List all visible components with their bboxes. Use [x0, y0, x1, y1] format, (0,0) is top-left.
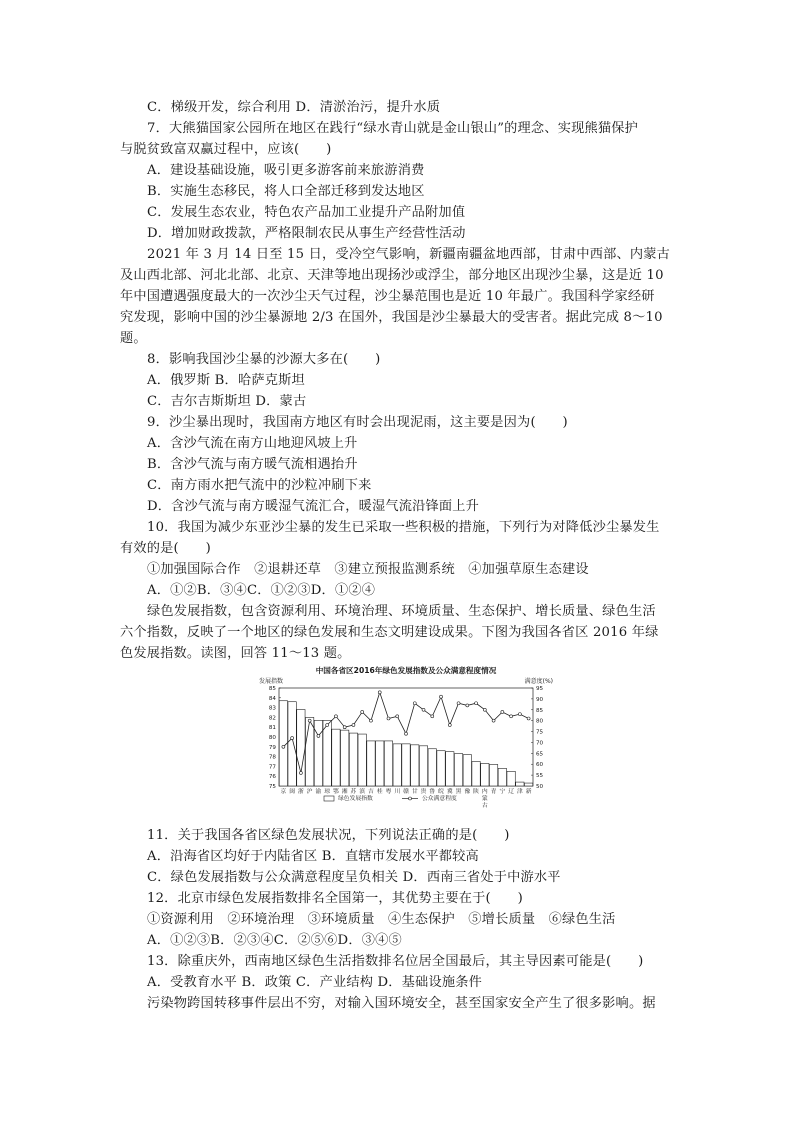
bar-赣 [402, 744, 410, 786]
chart-ylabel-right: 满意度(%) [524, 678, 553, 685]
q9-stem: 9．沙尘暴出现时，我国南方地区有时会出现泥雨，这主要是因为( ) [147, 415, 568, 430]
q9-option-d: D．含沙气流与南方暖湿气流汇合，暖湿气流沿锋面上升 [147, 499, 480, 514]
q7-option-c: C．发展生态农业，特色农产品加工业提升产品附加值 [147, 205, 466, 220]
x-tick-label: 京 [280, 789, 287, 795]
green-index-chart [256, 664, 556, 809]
bar-新 [524, 783, 532, 786]
bar-鄂 [332, 729, 340, 786]
x-tick-label: 滇 [359, 789, 366, 795]
chart-title: 中国各省区2016年绿色发展指数及公众满意程度情况 [315, 666, 497, 675]
satisfaction-point-陕 [475, 702, 478, 705]
satisfaction-point-津 [518, 713, 521, 716]
passage-pollution-line1: 污染物跨国转移事件层出不穷，对输入国环境安全，甚至国家安全产生了很多影响。据 [147, 996, 656, 1011]
y-tick-left: 76 [268, 774, 276, 781]
x-tick-label: 湘 [341, 789, 348, 795]
q12-items: ①资源利用 ②环境治理 ③环境质量 ④生态保护 ⑤增长质量 ⑥绿色生活 [147, 912, 616, 927]
legend-bar-swatch [324, 796, 334, 801]
y-tick-right: 65 [536, 751, 544, 758]
satisfaction-point-新 [527, 717, 530, 720]
y-tick-left: 81 [268, 725, 276, 732]
x-tick-label: 宁 [499, 789, 506, 795]
satisfaction-point-鄂 [334, 715, 337, 718]
x-tick-label: 琼 [324, 789, 331, 795]
x-tick-label: 浙 [297, 789, 304, 795]
legend-line-label: 公众满意程度 [422, 796, 457, 802]
satisfaction-point-吉 [369, 719, 372, 722]
bar-青 [489, 764, 497, 786]
q12-stem: 12．北京市绿色发展指数排名全国第一，其优势主要在于( ) [147, 891, 523, 906]
satisfaction-point-宁 [501, 710, 504, 713]
y-tick-left: 83 [268, 705, 276, 712]
q11-options-ab: A．沿海省区均好于内陆省区 B．直辖市发展水平都较高 [147, 849, 479, 864]
q11-options-cd: C．绿色发展指数与公众满意程度呈负相关 D．西南三省处于中游水平 [147, 870, 561, 885]
satisfaction-point-桂 [378, 691, 381, 694]
bar-鲁 [428, 749, 436, 786]
x-tick-label: 鲁 [429, 789, 436, 795]
q12-options: A．①②③B．②③④C．②⑤⑥D．③④⑤ [147, 933, 402, 948]
bar-豫 [463, 755, 471, 786]
bar-陕 [472, 762, 480, 787]
bar-皖 [437, 751, 445, 786]
y-tick-right: 90 [536, 696, 544, 703]
legend-line-marker [409, 797, 412, 800]
passage-dust-line1: 2021 年 3 月 14 日至 15 日，受冷空气影响，新疆南疆盆地西部，甘肃中西部、内蒙古 [147, 247, 671, 262]
satisfaction-point-渝 [317, 734, 320, 737]
bar-桂 [376, 741, 384, 786]
bar-甘 [411, 745, 419, 786]
bar-沪 [305, 717, 313, 786]
x-tick-label: 桂 [376, 789, 383, 795]
q7-option-b: B．实施生态移民，将人口全部迁移到发达地区 [147, 184, 425, 199]
passage-green-line2: 六个指数，反映了一个地区的绿色发展和生态文明建设成果。下图为我国各省区 2016 年绿 [120, 625, 659, 640]
x-tick-label: 青 [490, 789, 497, 795]
x-tick-label: 辽 [508, 789, 515, 795]
satisfaction-point-湘 [343, 726, 346, 729]
satisfaction-point-鲁 [431, 715, 434, 718]
y-tick-right: 50 [536, 784, 544, 790]
q7-option-d: D．增加财政拨款，严格限制农民从事生产经营性活动 [147, 226, 466, 241]
bar-湘 [341, 730, 349, 786]
q7-option-a: A．建设基础设施，吸引更多游客前来旅游消费 [147, 163, 425, 178]
x-tick-label: 新 [525, 789, 532, 795]
y-tick-right: 75 [536, 729, 544, 736]
satisfaction-point-赣 [405, 732, 408, 735]
bar-滇 [358, 734, 366, 786]
q9-option-b: B．含沙气流与南方暖气流相遇抬升 [147, 457, 358, 472]
satisfaction-point-黑 [457, 702, 460, 705]
bar-琼 [323, 720, 331, 786]
x-tick-label-tail: 蒙 [481, 796, 488, 802]
y-tick-right: 80 [536, 718, 544, 725]
y-tick-right: 70 [536, 740, 544, 747]
bar-津 [516, 782, 524, 786]
bar-内蒙古 [481, 763, 489, 786]
x-tick-label: 赣 [403, 789, 409, 795]
satisfaction-point-冀 [448, 724, 451, 727]
satisfaction-point-闽 [291, 737, 294, 740]
passage-green-line1: 绿色发展指数，包含资源利用、环境治理、环境质量、生态保护、增长质量、绿色生活 [147, 604, 656, 619]
bar-贵 [419, 746, 427, 786]
x-tick-label: 苏 [350, 789, 357, 795]
satisfaction-point-川 [396, 715, 399, 718]
bar-黑 [454, 754, 462, 786]
chart-ylabel-left: 发展指数 [259, 678, 284, 685]
x-tick-label: 粤 [385, 789, 392, 795]
q10-stem-line2: 有效的是( ) [120, 541, 212, 556]
y-tick-left: 82 [268, 715, 276, 722]
y-tick-left: 78 [268, 754, 276, 761]
q9-option-c: C．南方雨水把气流中的沙粒冲刷下来 [147, 478, 372, 493]
y-tick-right: 55 [536, 773, 544, 780]
y-tick-left: 80 [268, 735, 276, 741]
passage-dust-line2: 及山西北部、河北北部、北京、天津等地出现扬沙或浮尘，部分地区出现沙尘暴，这是近 10 [120, 268, 664, 283]
satisfaction-point-辽 [510, 715, 513, 718]
satisfaction-point-青 [492, 719, 495, 722]
bar-川 [393, 744, 401, 786]
y-tick-right: 60 [536, 762, 544, 769]
x-tick-label: 豫 [464, 789, 471, 795]
satisfaction-point-滇 [361, 710, 364, 713]
bar-吉 [367, 741, 375, 786]
q7-stem-line2: 与脱贫致富双赢过程中，应该( ) [120, 142, 332, 157]
y-tick-left: 77 [268, 764, 276, 771]
q10-items: ①加强国际合作 ②退耕还草 ③建立预报监测系统 ④加强草原生态建设 [147, 562, 589, 577]
y-tick-right: 85 [536, 707, 544, 714]
q9-option-a: A．含沙气流在南方山地迎风坡上升 [147, 436, 358, 451]
satisfaction-point-琼 [326, 724, 329, 727]
y-tick-left: 75 [268, 784, 276, 790]
x-tick-label: 黑 [455, 789, 462, 795]
satisfaction-point-苏 [352, 724, 355, 727]
q8-options-cd: C．吉尔吉斯斯坦 D．蒙古 [147, 394, 307, 409]
q10-stem-line1: 10．我国为减少东亚沙尘暴的发生已采取一些积极的措施，下列行为对降低沙尘暴发生 [147, 520, 660, 535]
x-tick-label: 内 [481, 789, 488, 795]
satisfaction-point-粤 [387, 717, 390, 720]
x-tick-label: 川 [394, 789, 401, 795]
q8-stem: 8．影响我国沙尘暴的沙源大多在( ) [147, 352, 381, 367]
y-tick-right: 95 [536, 686, 544, 692]
x-tick-label: 皖 [438, 789, 444, 795]
bar-闽 [288, 702, 296, 786]
bar-宁 [498, 768, 506, 786]
satisfaction-point-沪 [308, 719, 311, 722]
q7-stem-line1: 7．大熊猫国家公园所在地区在践行“绿水青山就是金山银山”的理念、实现熊猫保护 [147, 121, 639, 136]
satisfaction-point-皖 [440, 695, 443, 698]
satisfaction-point-贵 [422, 708, 425, 711]
q13-options: A．受教育水平 B．政策 C．产业结构 D．基础设施条件 [147, 975, 482, 990]
x-tick-label: 陕 [473, 789, 479, 795]
x-tick-label: 沪 [306, 789, 313, 795]
q6-options-cd: C．梯级开发，综合利用 D．清淤治污，提升水质 [147, 100, 441, 115]
bar-苏 [349, 733, 357, 786]
x-tick-label: 津 [516, 789, 523, 795]
passage-green-line3: 色发展指数。读图，回答 11～13 题。 [120, 646, 351, 661]
q13-stem: 13．除重庆外，西南地区绿色生活指数排名位居全国最后，其主导因素可能是( ) [147, 954, 644, 969]
x-tick-label: 冀 [446, 789, 453, 795]
q11-stem: 11．关于我国各省区绿色发展状况，下列说法正确的是( ) [147, 828, 510, 843]
x-tick-label: 鄂 [333, 789, 339, 795]
y-tick-left: 84 [268, 695, 276, 702]
q8-options-ab: A．俄罗斯 B．哈萨克斯坦 [147, 373, 305, 388]
bar-冀 [446, 752, 454, 786]
bar-粤 [384, 741, 392, 786]
satisfaction-point-京 [282, 745, 285, 748]
q10-options: A．①②B．③④C．①②③D．①②④ [147, 583, 376, 598]
bar-辽 [507, 771, 515, 786]
passage-dust-line5: 题。 [120, 331, 147, 346]
x-tick-label: 甘 [411, 789, 418, 795]
satisfaction-point-甘 [413, 702, 416, 705]
satisfaction-point-浙 [299, 771, 302, 774]
x-tick-label-tail: 古 [481, 803, 488, 809]
passage-dust-line4: 究发现，影响中国的沙尘暴源地 2/3 在国外，我国是沙尘暴最大的受害者。据此完成 8～10 [120, 310, 663, 325]
legend-bar-label: 绿色发展指数 [338, 796, 373, 802]
x-tick-label: 贵 [420, 789, 427, 795]
x-tick-label: 渝 [315, 789, 322, 795]
x-tick-label: 吉 [368, 789, 374, 795]
satisfaction-point-内蒙古 [483, 708, 486, 711]
passage-dust-line3: 年中国遭遇强度最大的一次沙尘天气过程，沙尘暴范围也是近 10 年最广。我国科学家经研 [120, 289, 655, 304]
y-tick-left: 79 [268, 744, 276, 751]
x-tick-label: 闽 [289, 789, 296, 795]
satisfaction-point-豫 [466, 704, 469, 707]
y-tick-left: 85 [268, 686, 276, 692]
